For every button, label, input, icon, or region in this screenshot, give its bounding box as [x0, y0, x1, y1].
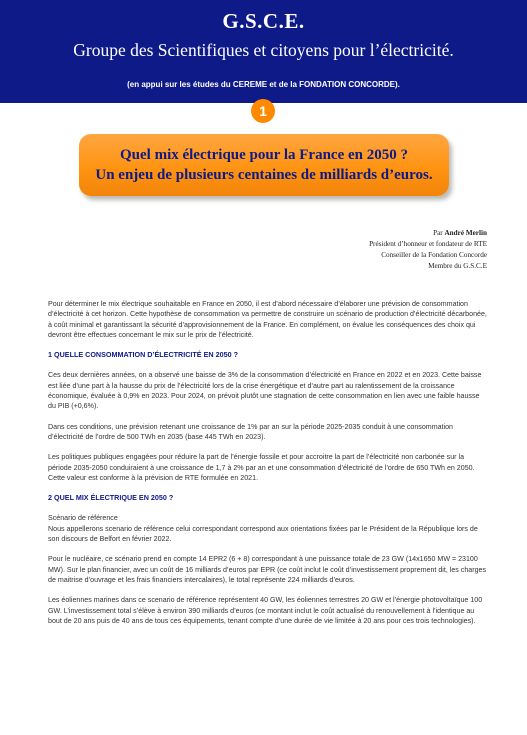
author-role: Président d’honneur et fondateur de RTE	[369, 240, 487, 248]
author-role: Conseiller de la Fondation Concorde	[381, 251, 487, 259]
paragraph: Nous appellerons scenario de référence celui correspondant correspond aux orientations fixées par le Président de la République lors de son discours de Belfort en février 2022.	[48, 524, 478, 544]
section-1-heading: 1 QUELLE CONSOMMATION D’ÉLECTRICITÉ EN 2050 ?	[48, 350, 238, 360]
paragraph: Pour le nucléaire, ce scénario prend en compte 14 EPR2 (6 + 8) correspondant à une puissance totale de 23 GW (14x1650 MW = 23100 MW). Sur le plan financier, avec un coût de 16 milliards d’euros par EPR (ce coût inclut le coût d’investissement proprement dit, les charges de maitrise d’ouvrage et les frais financiers intercalaires), le total représente 224 milliards d’euros.	[48, 555, 487, 584]
organization-name: Groupe des Scientifiques et citoyens pour l’électricité.	[73, 40, 454, 60]
author-line	[369, 228, 487, 239]
banner-title-line1: Quel mix électrique pour la France en 2050 ?	[119, 147, 409, 163]
paragraph: Ces deux dernières années, on a observé une baisse de 3% de la consommation d’électricité en France en 2022 et en 2023. Cette baisse est liée d’une part à la hausse du prix de l’électricité lors de la crise énergétique et d’autre part au ralentissement de la croissance économique, évaluée à 0,9% en 2023. Pour 2024, on prévoit plutôt une stagnation de cette consommation en lien avec une faible hausse du PIB (+0,6%).	[48, 371, 482, 411]
author-role: Membre du G.S.C.E	[428, 262, 487, 270]
section-2-heading: 2 QUEL MIX ÉLECTRIQUE EN 2050 ?	[48, 493, 174, 503]
author-prefix: Par	[433, 229, 443, 237]
paragraph: Les politiques publiques engagées pour réduire la part de l’énergie fossile et pour accroitre la part de l’électricité non carbonée sur la période 2035-2050 conduiraient à une croissance de 1,7 à 2% par an et une consommation d’électricité de l’ordre de 650 TWh en 2050. Cette valeur est conforme à la prévision de RTE formulée en 2021.	[48, 453, 475, 482]
paragraph: Les éoliennes marines dans ce scenario de référence représentent 40 GW, les éoliennes terrestres 20 GW et l’énergie photovoltaïque 100 GW. L’investissement total s’élève à environ 390 milliards d’euros (ce montant inclut le coût actualisé du renouvellement à l’identique au bout de 20 ans puis de 40 ans de tous ces équipements, tenant compte d’une durée de vie limitée à 20 ans pour ces trois technologies).	[48, 596, 483, 625]
support-note: (en appui sur les études du CEREME et de la FONDATION CONCORDE).	[127, 80, 400, 89]
issue-number-badge: 1	[251, 99, 275, 123]
title-banner	[79, 134, 449, 196]
article-body	[48, 299, 489, 636]
banner-title-line2: Un enjeu de plusieurs centaines de milliards d’euros.	[95, 167, 433, 183]
author-block	[369, 228, 487, 272]
paragraph: Dans ces conditions, une prévision retenant une croissance de 1% par an sur la période 2025-2035 conduit à une consommation d’électricité de l’ordre de 500 TWh en 2035 (base 445 TWh en 2023).	[48, 422, 453, 441]
intro-paragraph: Pour déterminer le mix électrique souhaitable en France en 2050, il est d’abord nécessaire d’élaborer une prévision de consommation d’électricité à cet horizon. Cette hypothèse de consommation va permettre de construire un scénario de production d’électricité décarbonée, à coût minimal et garantissant la sécurité d’approvisionnement de la France. En complément, on évalue les conséquences des choix qui devront être effectues concernant le mix sur le prix de l’électricité.	[48, 300, 487, 339]
author-name: André Merlin	[444, 229, 487, 237]
organization-acronym: G.S.C.E.	[222, 9, 305, 33]
header-banner	[0, 0, 527, 103]
subsection-label: Scénario de référence	[48, 514, 118, 523]
